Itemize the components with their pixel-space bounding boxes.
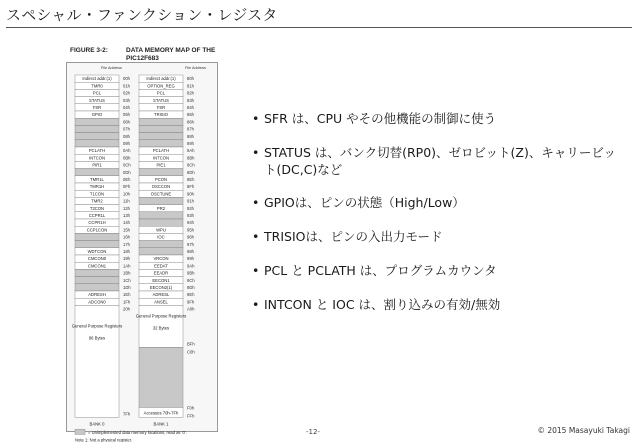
bank0-register-cell <box>75 277 119 284</box>
bank1-address: 91h <box>187 198 194 204</box>
bank0-register-name: STATUS <box>89 97 105 103</box>
bank1-register-name: STATUS <box>153 97 169 103</box>
bank0-address: 0Fh <box>123 184 131 190</box>
bank1-address: 83h <box>187 97 194 103</box>
bank0-address: 17h <box>123 241 130 247</box>
bank0-gpr-label: General Purpose Registers <box>71 323 123 329</box>
slide-title: スペシャル・ファンクション・レジスタ <box>6 6 278 24</box>
bank1-address: 85h <box>187 112 194 118</box>
bank0-register-name: T1CON <box>89 191 105 197</box>
bank1-address: 9Bh <box>187 270 195 276</box>
bank1-address: 94h <box>187 220 194 226</box>
bank1-address: 93h <box>187 213 194 218</box>
bank0-address: 13h <box>123 213 130 218</box>
bank1-address: 87h <box>187 126 194 132</box>
bullet-dot: • <box>252 229 260 244</box>
bank0-address: 0Eh <box>123 177 131 182</box>
bank0-register-name: TMR0 <box>91 83 103 89</box>
bank0-register-name: CCP1CON <box>86 227 108 233</box>
bank1-register-name: TRISIO <box>154 112 168 118</box>
figure-id: FIGURE 3-2: <box>70 47 108 54</box>
bank1-address: 8Dh <box>187 169 195 175</box>
bank0-register-name: TMR1H <box>89 184 105 190</box>
bank0-address: 03h <box>123 97 130 103</box>
bank1-register-name: EECON1 <box>152 277 170 283</box>
bank0-register-name: Indirect addr.(1) <box>82 76 112 82</box>
bank1-register-name: OSCTUNE <box>150 191 172 197</box>
bank1-register-name: OSCCON <box>151 184 171 190</box>
bank0-address: 08h <box>123 133 130 139</box>
bank1-address: 86h <box>187 119 194 125</box>
bank0-register-name: PIR1 <box>92 162 102 168</box>
bank0-address: 11h <box>123 198 130 204</box>
bank1-unimplemented-block <box>139 347 183 407</box>
bank0-gpr-start-address: 20h <box>123 306 130 312</box>
bank1-address: 90h <box>187 191 194 197</box>
bank1-register-name: Indirect addr.(1) <box>146 76 176 82</box>
bank1-label: BANK 1 <box>153 421 169 427</box>
bank1-register-cell <box>139 118 183 125</box>
bank0-address: 1Ah <box>123 263 131 269</box>
bank0-address: 10h <box>123 191 130 197</box>
bank1-register-name: PCL <box>156 90 166 96</box>
bank0-register-cell <box>75 284 119 291</box>
bank0-register-name: INTCON <box>88 155 106 161</box>
bank0-register-name: CCPR1L <box>88 213 106 218</box>
bank0-register-name: PCLATH <box>88 148 106 154</box>
bank1-register-name: IOC <box>157 234 165 240</box>
bullet-item <box>252 144 622 178</box>
bank0-register-name: WDTCON <box>87 249 107 254</box>
bank0-address: 04h <box>123 105 130 110</box>
bullet-text: TRISIOは、ピンの入出力モード <box>264 229 443 244</box>
bullet-text: INTCON と IOC は、割り込みの有効/無効 <box>264 297 501 312</box>
bullet-dot: • <box>252 297 260 312</box>
bank0-address: 00h <box>123 76 130 82</box>
bank1-address: 88h <box>187 133 194 139</box>
bank0-register-cell <box>75 125 119 132</box>
bank1-gpr-start-address: A0h <box>187 306 195 312</box>
bullet-dot: • <box>252 111 260 126</box>
bank1-register-name: EECON2(1) <box>149 285 173 290</box>
bank1-register-cell <box>139 197 183 204</box>
bullet-item <box>252 296 622 313</box>
bank0-address: 01h <box>123 83 130 89</box>
bank1-address: 8Ah <box>187 148 195 154</box>
bullet-list <box>252 110 622 313</box>
bank0-register-name: T2CON <box>89 205 105 211</box>
bank1-address: 81h <box>187 83 194 89</box>
bullet-text: GPIOは、ピンの状態（High/Low） <box>264 195 465 210</box>
bank0-address: 07h <box>123 126 130 132</box>
memory-map-figure <box>67 63 217 442</box>
header-file-address-left: File Address <box>101 66 122 70</box>
bullet-item <box>252 262 622 279</box>
bank1-register-name: PIE1 <box>156 162 166 168</box>
bank1-register-cell <box>139 219 183 226</box>
bank1-register-name: EEDAT <box>154 263 168 269</box>
bank0-address: 05h <box>123 112 130 118</box>
bank1-register-name: VRCON <box>153 256 169 262</box>
bank1-address: 96h <box>187 234 194 240</box>
bank0-register-name: CMCON1 <box>87 263 107 269</box>
bank1-register-cell <box>139 241 183 248</box>
bank1-gpr-label: General Purpose Registers <box>135 313 187 319</box>
data-memory-map <box>66 62 218 442</box>
bank1-register-cell <box>139 125 183 132</box>
bank0-address: 15h <box>123 227 130 233</box>
bank1-register-name: PCON <box>154 177 168 182</box>
bank0-address: 1Ch <box>123 277 131 283</box>
bank1-register-name: ADRESL <box>152 292 170 298</box>
bank0-address: 14h <box>123 220 130 226</box>
bank1-gpr-end-address: BFh <box>187 341 195 347</box>
bank0-register-cell <box>75 233 119 240</box>
bank1-address: 92h <box>187 205 194 211</box>
bank0-register-cell <box>75 169 119 176</box>
bullet-dot: • <box>252 263 260 278</box>
bank1-address: 9Ch <box>187 277 195 283</box>
bank0-address: 18h <box>123 249 130 254</box>
bank0-address: 1Eh <box>123 292 131 298</box>
bank1-access-label: Accesses 70h-7Fh <box>143 410 179 416</box>
bank1-address: 8Eh <box>187 177 195 182</box>
bank1-address: 80h <box>187 76 194 82</box>
bank0-address: 0Ch <box>123 162 131 168</box>
bullet-text: SFR は、CPU やその他機能の制御に使う <box>264 111 497 126</box>
bank1-address: 84h <box>187 105 194 110</box>
bank0-register-name: CCPR1H <box>88 220 106 226</box>
bank0-address: 09h <box>123 141 130 146</box>
bank0-register-name: PCL <box>92 90 102 96</box>
page-number: -12- <box>306 428 320 436</box>
bank0-address: 1Dh <box>123 285 131 290</box>
bank1-unimpl-start-address: C0h <box>187 349 195 355</box>
bank0-address: 1Bh <box>123 270 131 276</box>
bank0-register-name: FSR <box>92 105 102 110</box>
bank0-register-cell <box>75 133 119 140</box>
bank0-address: 0Dh <box>123 169 131 175</box>
bank1-register-cell <box>139 140 183 147</box>
bank1-mirror-start-address: F0h <box>187 405 195 411</box>
bank1-register-cell <box>139 133 183 140</box>
bank1-register-name: PR2 <box>156 205 166 211</box>
bank1-address: 9Fh <box>187 299 195 305</box>
bullet-item <box>252 110 622 127</box>
bank1-register-cell <box>139 169 183 176</box>
bank0-register-name: ADRESH <box>88 292 106 298</box>
bank1-address: 8Fh <box>187 184 195 190</box>
bank0-address: 19h <box>123 256 130 262</box>
bank1-address: 8Ch <box>187 162 195 168</box>
bank0-address: 12h <box>123 205 130 211</box>
bank0-register-cell <box>75 140 119 147</box>
bank1-address: 9Ah <box>187 263 195 269</box>
legend-text: = Unimplemented data memory locations, read as '0'. <box>88 429 187 435</box>
bank1-register-name: FSR <box>156 105 166 110</box>
bank1-address: 8Bh <box>187 155 195 161</box>
bank1-register-cell <box>139 212 183 219</box>
bank0-register-name: TMR2 <box>91 198 103 204</box>
bank0-label: BANK 0 <box>89 421 105 427</box>
bullet-text: STATUS は、バンク切替(RP0)、ゼロビット(Z)、キャリービット(DC,C)など <box>264 145 616 177</box>
bank1-address: 9Dh <box>187 285 195 290</box>
bank1-address: 98h <box>187 249 194 254</box>
bank0-register-name: GPIO <box>91 112 103 118</box>
bank0-address: 1Fh <box>123 299 131 305</box>
bank0-register-cell <box>75 118 119 125</box>
copyright: © 2015 Masayuki Takagi <box>537 426 630 435</box>
bank0-address: 06h <box>123 119 130 125</box>
bank1-gpr-size: 32 Bytes <box>152 325 170 331</box>
bullet-dot: • <box>252 145 260 160</box>
bank0-register-cell <box>75 241 119 248</box>
bank1-register-cell <box>139 248 183 255</box>
bank0-address: 02h <box>123 90 130 96</box>
bank1-address: 99h <box>187 256 194 262</box>
bank0-gpr-end-address: 7Fh <box>123 411 131 417</box>
bank0-gpr-size: 96 Bytes <box>88 335 106 341</box>
bank0-register-cell <box>75 269 119 276</box>
bank1-address: 95h <box>187 227 194 233</box>
bank0-register-name: TMR1L <box>90 177 104 182</box>
bank1-address: 97h <box>187 241 194 247</box>
bank1-register-name: WPU <box>156 227 166 233</box>
bank1-mirror-end-address: FFh <box>187 413 195 419</box>
bank0-register-name: ADCON0 <box>88 299 106 305</box>
bank1-address: 9Eh <box>187 292 195 298</box>
bank1-address: 89h <box>187 141 194 146</box>
bullet-item <box>252 194 622 211</box>
bank1-register-name: OPTION_REG <box>147 83 175 89</box>
bank0-register-name: CMCON0 <box>87 256 107 262</box>
bank0-address: 0Ah <box>123 148 131 154</box>
bullet-item <box>252 228 622 245</box>
bank1-address: 82h <box>187 90 194 96</box>
bullet-text: PCL と PCLATH は、プログラムカウンタ <box>264 263 497 278</box>
bank1-register-name: INTCON <box>152 155 170 161</box>
bank1-register-name: ANSEL <box>154 299 168 305</box>
bullet-dot: • <box>252 195 260 210</box>
bank0-address: 0Bh <box>123 155 131 161</box>
legend-swatch <box>75 429 85 434</box>
header-file-address-right: File Address <box>185 66 206 70</box>
bank0-address: 16h <box>123 234 130 240</box>
bank0-gpr-block <box>75 305 119 417</box>
note-text: Note 1: Not a physical register. <box>75 437 133 442</box>
bank1-register-name: PCLATH <box>152 148 170 154</box>
title-rule <box>6 27 632 28</box>
figure-name: DATA MEMORY MAP OF THE PIC12F683 <box>126 47 216 62</box>
bank1-register-name: EEADR <box>153 270 169 276</box>
